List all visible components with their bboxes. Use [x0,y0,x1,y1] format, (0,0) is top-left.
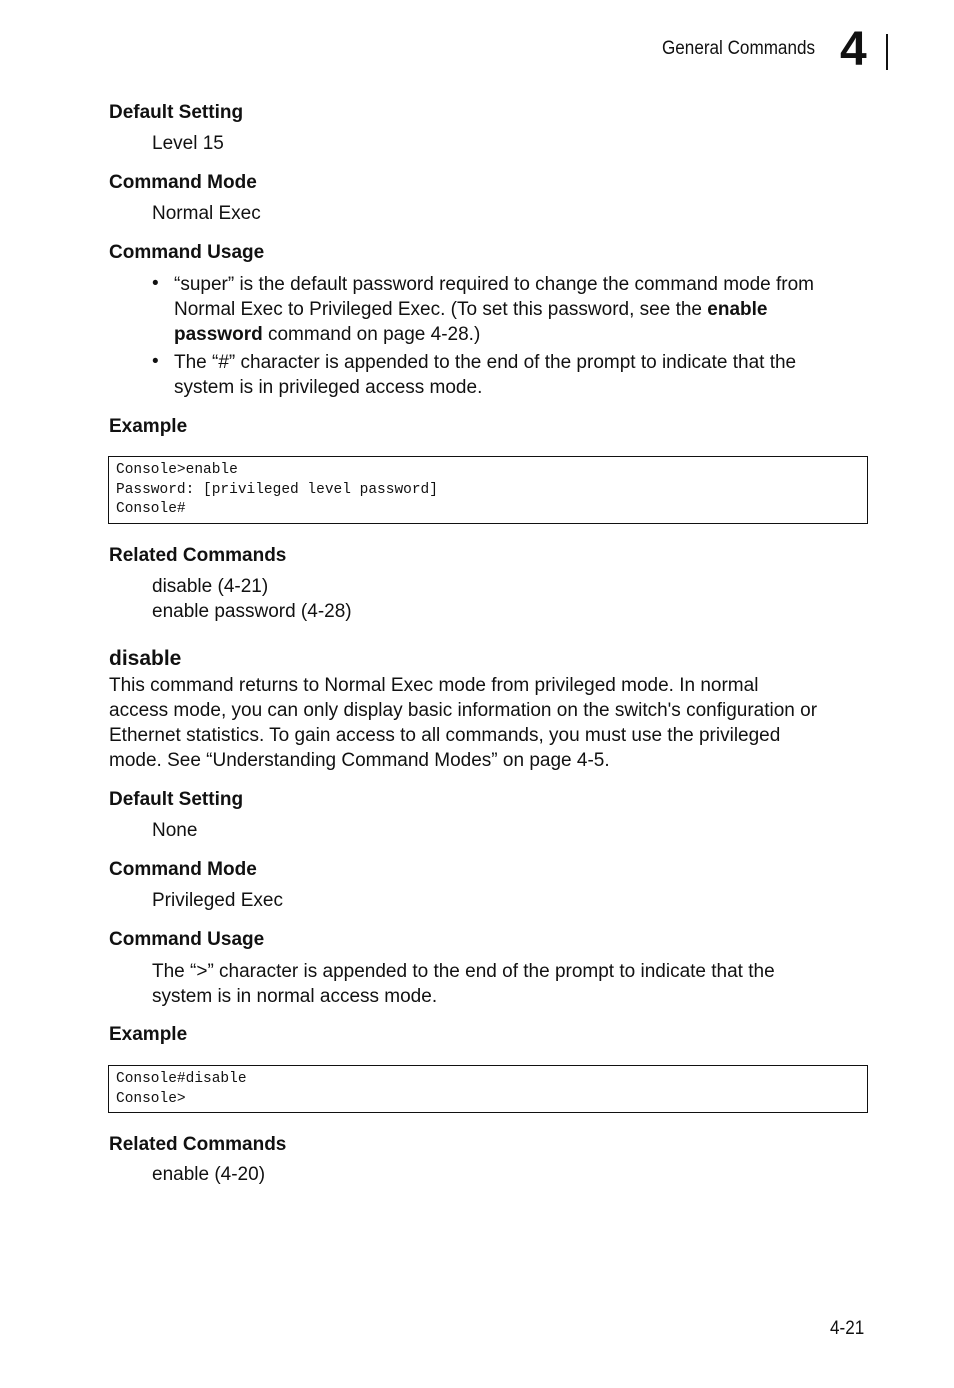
bullet-2-line-2: system is in privileged access mode. [174,377,483,398]
bullet-1-line-1: “super” is the default password required to change the command mode from [174,274,814,295]
related-command: enable password (4-28) [152,601,352,622]
command-mode-value: Privileged Exec [152,890,283,911]
usage-bullet-1 [174,272,814,347]
command-mode-value: Normal Exec [152,203,261,224]
code-line: Console>enable [116,462,238,478]
related-command: enable (4-20) [152,1164,266,1185]
chapter-divider [886,34,888,70]
bullet-1-line-2 [174,297,814,322]
enable-keyword: enable [707,299,768,320]
example-heading: Example [109,416,188,437]
default-setting-value: Level 15 [152,133,224,154]
password-keyword: password [174,324,263,345]
bullet-1-line-3 [174,322,814,347]
default-setting-value: None [152,820,198,841]
example-code-box [108,1065,868,1113]
related-command: disable (4-21) [152,576,269,597]
usage-bullet-2 [174,350,796,400]
related-commands-heading: Related Commands [109,1134,287,1155]
command-usage-heading: Command Usage [109,242,265,263]
command-mode-heading: Command Mode [109,172,257,193]
bullet-2-line-1: The “#” character is appended to the end of the prompt to indicate that the [174,352,797,373]
bullet-marker: • [152,273,159,294]
description-line: access mode, you can only display basic information on the switch's configuration or [109,700,818,721]
description-line: Ethernet statistics. To gain access to all commands, you must use the privileged [109,725,781,746]
running-header: General Commands [662,38,816,59]
bullet-1-line-2-text: Normal Exec to Privileged Exec. (To set this password, see the [174,299,708,320]
page-number: 4-21 [830,1318,865,1339]
related-commands-heading: Related Commands [109,545,287,566]
example-code-box [108,456,868,524]
usage-line: system is in normal access mode. [152,986,438,1007]
bullet-marker: • [152,351,159,372]
bullet-1-line-3-text: command on page 4-28.) [262,324,481,345]
default-setting-heading: Default Setting [109,102,244,123]
example-code [109,457,867,520]
description-line: mode. See “Understanding Command Modes” on page 4-5. [109,750,610,771]
default-setting-heading: Default Setting [109,789,244,810]
command-description [109,673,869,773]
code-line: Password: [privileged level password] [116,481,438,498]
code-line: Console> [116,1090,186,1107]
example-code [109,1066,867,1109]
example-heading: Example [109,1024,188,1045]
command-mode-heading: Command Mode [109,859,257,880]
command-usage-heading: Command Usage [109,929,265,950]
description-line: This command returns to Normal Exec mode from privileged mode. In normal [109,675,759,696]
command-title: disable [109,647,182,670]
code-line: Console# [116,501,186,517]
related-commands-list [152,574,352,624]
command-usage-text [152,959,775,1009]
code-line: Console#disable [116,1071,247,1087]
usage-line: The “>” character is appended to the end of the prompt to indicate that the [152,961,775,982]
chapter-number: 4 [840,23,867,76]
